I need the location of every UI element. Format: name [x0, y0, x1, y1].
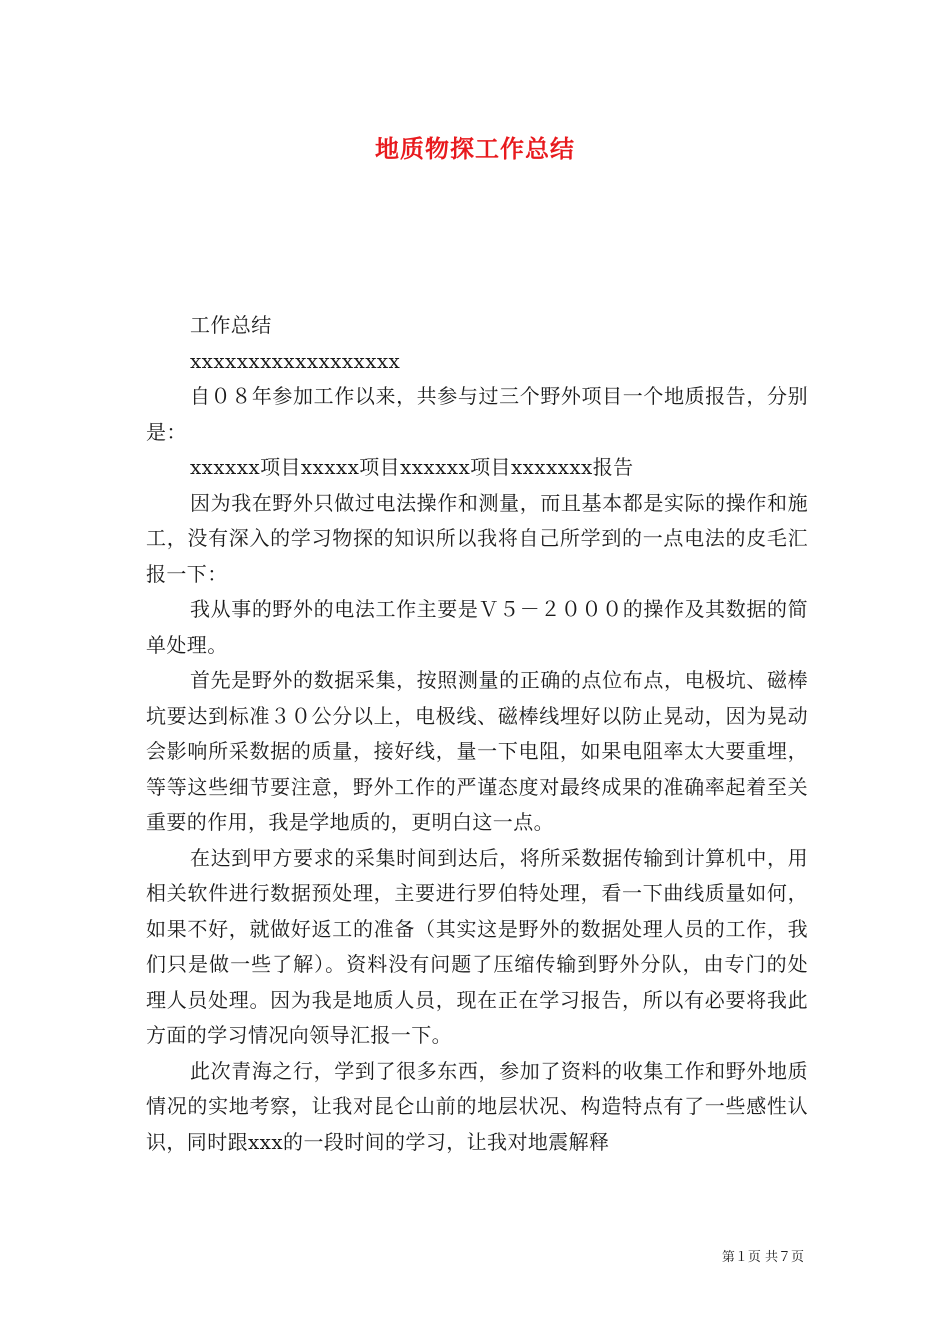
paragraph: 因为我在野外只做过电法操作和测量，而且基本都是实际的操作和施工，没有深入的学习物探的知识所以我将自己所学到的一点电法的皮毛汇报一下：	[146, 490, 808, 586]
paragraph: xxxxxx项目xxxxx项目xxxxxx项目xxxxxxx报告	[190, 455, 634, 479]
paragraph: 首先是野外的数据采集，按照测量的正确的点位布点，电极坑、磁棒坑要达到标准３０公分以上，电极线、磁棒线埋好以防止晃动，因为晃动会影响所采数据的质量，接好线，量一下电阻，如果电阻率太大要重埋，等等这些细节要注意，野外工作的严谨态度对最终成果的准确率起着至关重要的作用，我是学地质的，更明白这一点。	[146, 668, 808, 834]
page-number-footer: 第１页 共７页	[721, 1250, 804, 1265]
document-body	[146, 308, 808, 1160]
paragraph: 在达到甲方要求的采集时间到达后，将所采数据传输到计算机中，用相关软件进行数据预处理，主要进行罗伯特处理，看一下曲线质量如何，如果不好，就做好返工的准备（其实这是野外的数据处理人员的工作，我们只是做一些了解）。资料没有问题了压缩传输到野外分队，由专门的处理人员处理。因为我是地质人员，现在正在学习报告，所以有必要将我此方面的学习情况向领导汇报一下。	[146, 845, 808, 1047]
paragraph: xxxxxxxxxxxxxxxxxx	[190, 348, 401, 373]
paragraph: 工作总结	[190, 313, 272, 337]
paragraph: 自０８年参加工作以来，共参与过三个野外项目一个地质报告，分别是：	[146, 384, 808, 444]
document-title: 地质物探工作总结	[375, 134, 575, 163]
paragraph: 我从事的野外的电法工作主要是Ｖ５－２０００的操作及其数据的简单处理。	[146, 597, 808, 657]
paragraph: 此次青海之行，学到了很多东西，参加了资料的收集工作和野外地质情况的实地考察，让我对昆仑山前的地层状况、构造特点有了一些感性认识，同时跟xxx的一段时间的学习，让我对地震解释	[146, 1058, 808, 1154]
